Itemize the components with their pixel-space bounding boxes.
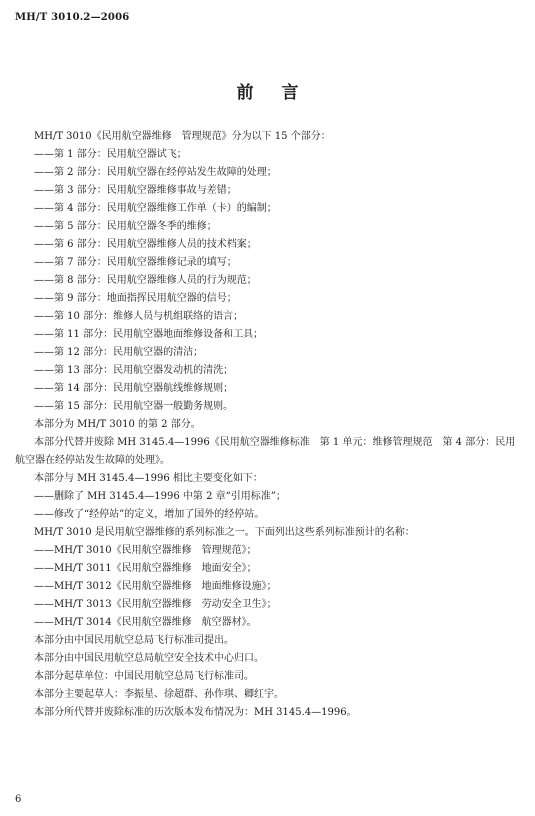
paragraph: ——第 1 部分：民用航空器试飞； — [34, 149, 187, 160]
paragraph: ——第 12 部分：民用航空器的清洁； — [34, 347, 204, 358]
paragraph: 本部分代替并废除 MH 3145.4—1996《民用航空器维修标准 第 1 单元：维修管理规范 第 4 部分：民用航空器在经停站发生故障的处理》。 — [15, 437, 516, 466]
paragraph: ——第 3 部分：民用航空器维修事故与差错； — [34, 185, 237, 196]
paragraph: 本部分由中国民用航空总局飞行标准司提出。 — [34, 635, 234, 646]
paragraph: ——第 8 部分：民用航空器维修人员的行为规范； — [34, 275, 257, 286]
paragraph: 本部分与 MH 3145.4—1996 相比主要变化如下： — [34, 473, 263, 484]
document-header: MH/T 3010.2—2006 — [15, 12, 130, 23]
document-body — [15, 128, 520, 722]
paragraph: ——MH/T 3014《民用航空器维修 航空器材》。 — [34, 617, 257, 628]
paragraph: ——第 7 部分：民用航空器维修记录的填写； — [34, 257, 237, 268]
paragraph: ——删除了 MH 3145.4—1996 中第 2 章“引用标准”； — [34, 491, 286, 502]
paragraph: ——第 14 部分：民用航空器航线维修规则； — [34, 383, 234, 394]
paragraph: 本部分由中国民用航空总局航空安全技术中心归口。 — [34, 653, 264, 664]
paragraph: 本部分主要起草人：李振星、徐超群、孙作琪、卿红宇。 — [34, 689, 284, 700]
paragraph: ——第 4 部分：民用航空器维修工作单（卡）的编制； — [34, 203, 277, 214]
page-number: 6 — [15, 794, 22, 805]
paragraph: ——第 10 部分：维修人员与机组联络的语言； — [34, 311, 244, 322]
paragraph: 本部分所代替并废除标准的历次版本发布情况为：MH 3145.4—1996。 — [34, 707, 357, 718]
page-title — [0, 78, 535, 103]
paragraph: ——MH/T 3013《民用航空器维修 劳动安全卫生》； — [34, 599, 277, 610]
paragraph: ——第 9 部分：地面指挥民用航空器的信号； — [34, 293, 237, 304]
title-char-2: 言 — [281, 83, 299, 103]
paragraph: ——第 2 部分：民用航空器在经停站发生故障的处理； — [34, 167, 277, 178]
title-char-1: 前 — [236, 83, 254, 103]
paragraph: ——第 5 部分：民用航空器冬季的维修； — [34, 221, 217, 232]
paragraph: MH/T 3010 是民用航空器维修的系列标准之一。下面列出这些系列标准预计的名称： — [34, 527, 415, 538]
paragraph: MH/T 3010《民用航空器维修 管理规范》分为以下 15 个部分： — [34, 131, 331, 142]
paragraph: ——MH/T 3010《民用航空器维修 管理规范》； — [34, 545, 257, 556]
paragraph: ——第 11 部分：民用航空器地面维修设备和工具； — [34, 329, 264, 340]
paragraph: ——第 6 部分：民用航空器维修人员的技术档案； — [34, 239, 257, 250]
paragraph: ——MH/T 3011《民用航空器维修 地面安全》； — [34, 563, 257, 574]
paragraph: ——第 15 部分：民用航空器一般勤务规则。 — [34, 401, 234, 412]
paragraph: ——修改了“经停站”的定义，增加了国外的经停站。 — [34, 509, 265, 520]
paragraph: 本部分起草单位：中国民用航空总局飞行标准司。 — [34, 671, 254, 682]
paragraph: ——MH/T 3012《民用航空器维修 地面维修设施》； — [34, 581, 277, 592]
paragraph: ——第 13 部分：民用航空器发动机的清洗； — [34, 365, 234, 376]
paragraph: 本部分为 MH/T 3010 的第 2 部分。 — [34, 419, 201, 430]
